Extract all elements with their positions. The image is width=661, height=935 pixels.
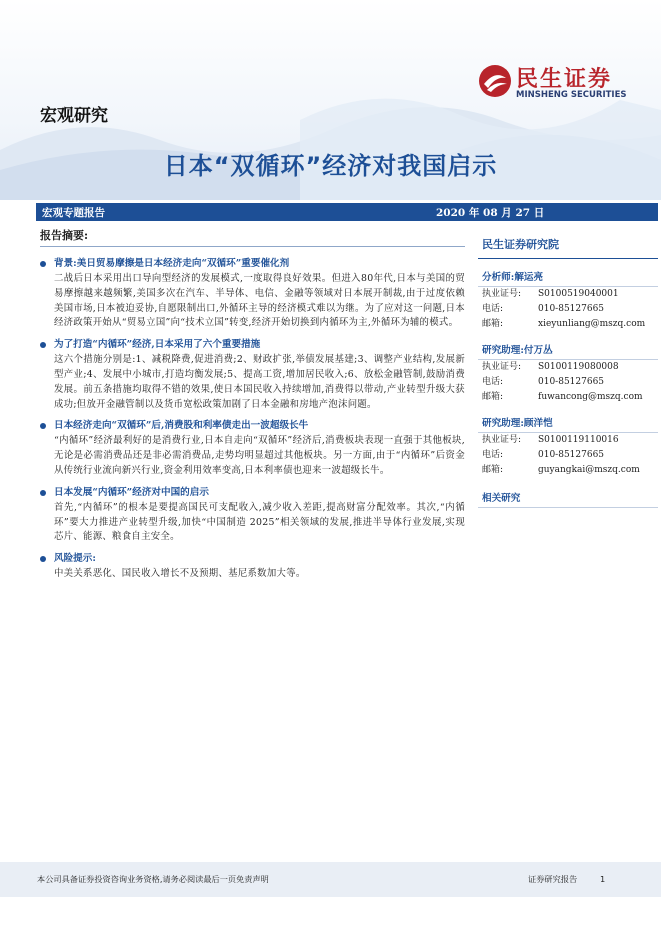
divider [40, 246, 465, 247]
row-value: 010-85127665 [538, 377, 605, 387]
header-banner [0, 0, 661, 200]
report-date: 2020 年 08 月 27 日 [436, 207, 545, 219]
analyst-row [478, 317, 658, 332]
minsheng-logo-icon [478, 64, 512, 98]
row-key: 执业证号: [482, 435, 522, 445]
email-link[interactable]: xieyunliang@mszq.com [538, 319, 646, 329]
footer-disclaimer: 本公司具备证券投资咨询业务资格,请务必阅读最后一页免责声明 [37, 874, 269, 884]
related-research-heading: 相关研究 [478, 488, 658, 508]
bullet-icon [40, 342, 46, 348]
analyst-row [478, 463, 658, 478]
analyst-row [478, 375, 658, 390]
bullet-icon [40, 490, 46, 496]
report-info-band [36, 203, 658, 221]
abstract-item-heading [40, 418, 465, 434]
row-value: S0100119110016 [538, 435, 619, 445]
report-type: 宏观专题报告 [42, 207, 105, 219]
row-key: 邮箱: [482, 465, 504, 475]
abstract-body [40, 256, 465, 588]
abstract-item-body: “内循环”经济最利好的是消费行业,日本自走向“双循环”经济后,消费板块表现一直强于其他板块,无论是必需消费品还是非必需消费品,走势均明显超过其他板块。另一方面,由于“内循环”后资金从传统行业流向新兴行业,资金利用效率变高,日本利率债也迎来一波超级长牛。 [54, 435, 465, 476]
analyst-card [478, 340, 658, 405]
abstract-item-body: 二战后日本采用出口导向型经济的发展模式,一度取得良好效果。但进入80年代,日本与美国的贸易摩擦越来越频繁,美国多次在汽车、半导体、电信、金融等领域对日本展开制裁,由于过度依赖美国市场,日本被迫妥协,自愿限制出口,外循环主导的经济模式难以为继。为了应对这一问题,日本经济政策开始从“贸易立国”向“技术立国”转变,经济开始切换到内循环为主,外循环为辅的模式。 [54, 273, 465, 329]
abstract-item-heading [40, 256, 465, 272]
page-title: 日本“双循环”经济对我国启示 [163, 152, 498, 180]
analyst-row [478, 433, 658, 448]
row-key: 电话: [482, 377, 504, 387]
abstract-item-heading [40, 337, 465, 353]
page-footer [0, 862, 661, 897]
abstract-heading-text: 日本经济走向“双循环”后,消费股和利率债走出一波超级长牛 [54, 420, 309, 432]
row-key: 邮箱: [482, 392, 504, 402]
row-key: 电话: [482, 304, 504, 314]
row-key: 执业证号: [482, 289, 522, 299]
abstract-heading-text: 风险提示: [54, 553, 96, 565]
analyst-heading: 研究助理:付万丛 [478, 340, 658, 360]
row-key: 执业证号: [482, 362, 522, 372]
abstract-item-heading [40, 485, 465, 501]
analyst-card [478, 267, 658, 332]
analyst-heading: 分析师:解运亮 [478, 267, 658, 287]
analyst-row [478, 287, 658, 302]
abstract-item [40, 337, 465, 412]
abstract-heading-text: 为了打造“内循环”经济,日本采用了六个重要措施 [54, 339, 261, 351]
email-link[interactable]: fuwancong@mszq.com [538, 392, 643, 402]
row-value: S0100119080008 [538, 362, 619, 372]
analyst-row [478, 390, 658, 405]
abstract-item-body: 这六个措施分别是:1、减税降费,促进消费;2、财政扩张,举债发展基建;3、调整产业结构,发展新型产业;4、发展中小城市,打造均衡发展;5、提高工资,增加居民收入;6、放松金融管制,鼓励消费发展。前五条措施均取得不错的效果,使日本国民收入持续增加,消费得以带动,产业转型升级大获成功;但放开金融管制以及货币宽松政策加剧了日本金融和房地产泡沫问题。 [54, 354, 465, 410]
abstract-heading-text: 背景:美日贸易摩擦是日本经济走向“双循环”重要催化剂 [54, 258, 290, 269]
abstract-item [40, 551, 465, 582]
analyst-heading: 研究助理:顾洋恺 [478, 413, 658, 433]
bullet-icon [40, 556, 46, 562]
brand-name-en: MINSHENG SECURITIES [516, 90, 627, 100]
analyst-card [478, 413, 658, 478]
sidebar-title: 民生证券研究院 [478, 228, 658, 259]
analyst-row [478, 448, 658, 463]
page-number: 1 [600, 874, 606, 884]
row-key: 电话: [482, 450, 504, 460]
row-value: S0100519040001 [538, 289, 619, 299]
row-key: 邮箱: [482, 319, 504, 329]
abstract-item-body: 首先,“内循环”的根本是要提高国民可支配收入,减少收入差距,提高财富分配效率。其次,“内循环”要大力推进产业转型升级,加快“中国制造 2025”相关领域的发展,推进半导体行业发展,实现芯片、能源、粮食自主安全。 [54, 501, 465, 543]
footer-doc-type: 证券研究报告 [528, 874, 578, 884]
row-value: 010-85127665 [538, 450, 605, 460]
brand-logo [478, 62, 643, 106]
abstract-item-heading [40, 551, 465, 567]
analyst-row [478, 302, 658, 317]
abstract-item [40, 485, 465, 545]
analyst-row [478, 360, 658, 375]
abstract-item [40, 256, 465, 331]
bullet-icon [40, 423, 46, 429]
abstract-label: 报告摘要: [40, 229, 89, 242]
email-link[interactable]: guyangkai@mszq.com [538, 465, 640, 475]
section-label: 宏观研究 [40, 106, 108, 126]
sidebar [478, 228, 658, 508]
abstract-item [40, 418, 465, 478]
brand-name-cn: 民生证券 [516, 67, 613, 92]
abstract-heading-text: 日本发展“内循环”经济对中国的启示 [54, 486, 209, 498]
row-value: 010-85127665 [538, 304, 605, 314]
abstract-item-body: 中美关系恶化、国民收入增长不及预期、基尼系数加大等。 [54, 568, 306, 580]
bullet-icon [40, 261, 46, 267]
